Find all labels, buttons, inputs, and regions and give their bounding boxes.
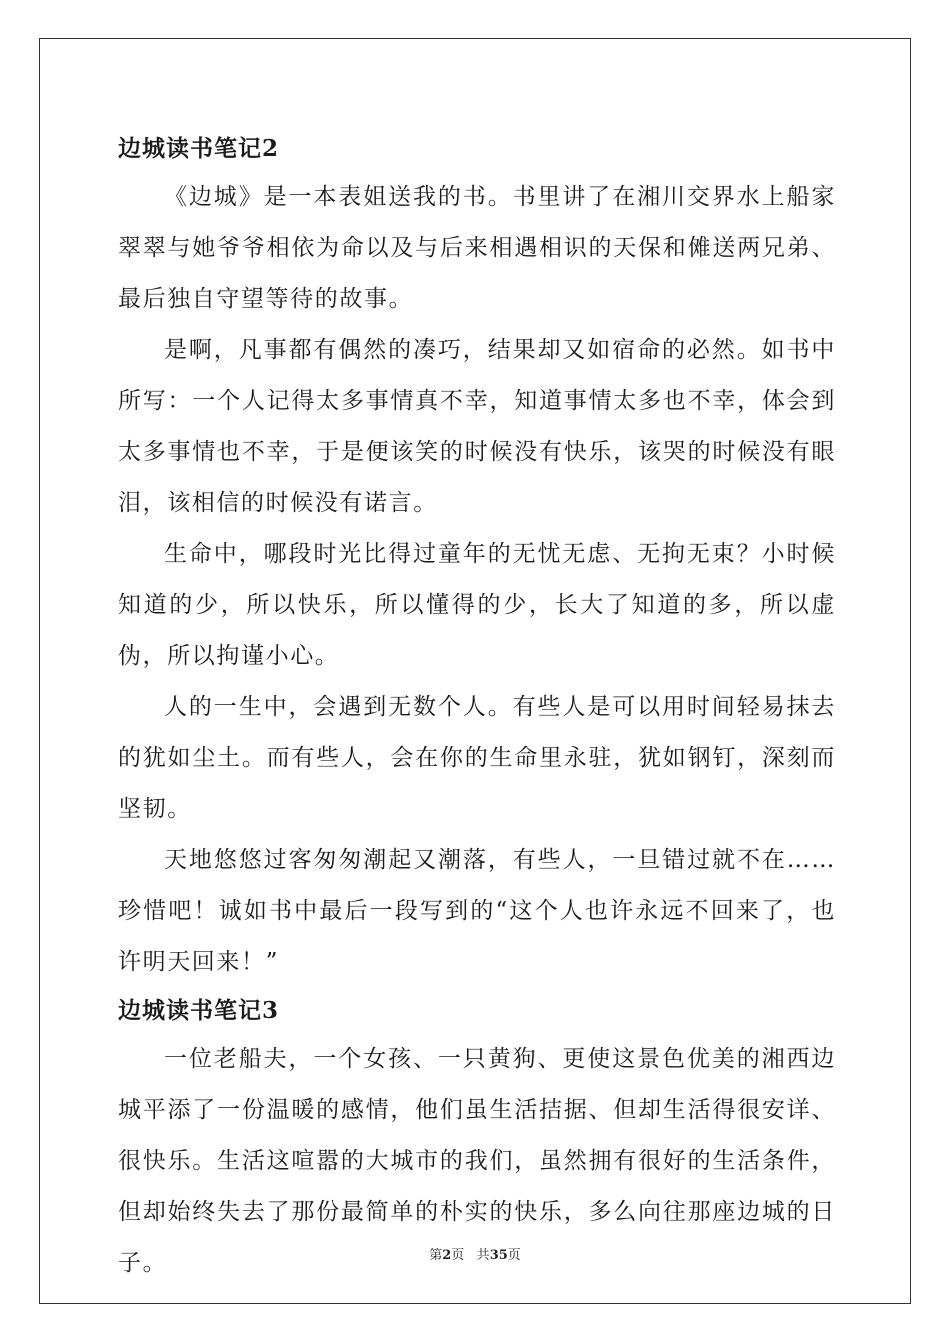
total-pages: 35 <box>489 1248 508 1263</box>
paragraph: 天地悠悠过客匆匆潮起又潮落，有些人，一旦错过就不在……珍惜吧！诚如书中最后一段写到的“这个人也许永远不回来了，也许明天回来！” <box>118 847 836 975</box>
paragraph: 《边城》是一本表姐送我的书。书里讲了在湘川交界水上船家翠翠与她爷爷相依为命以及与后来相遇相识的天保和傩送两兄弟、最后独自守望等待的故事。 <box>118 184 836 312</box>
section-heading: 边城读书笔记2 <box>118 135 280 162</box>
page-footer <box>0 1247 950 1265</box>
section-heading: 边城读书笔记3 <box>118 997 280 1024</box>
page-number: 2 <box>442 1248 452 1263</box>
paragraph: 是啊，凡事都有偶然的凑巧，结果却又如宿命的必然。如书中所写：一个人记得太多事情真不幸，知道事情太多也不幸，体会到太多事情也不幸，于是便该笑的时候没有快乐，该哭的时候没有眼泪，该相信的时候没有诺言。 <box>118 337 836 516</box>
paragraph: 人的一生中，会遇到无数个人。有些人是可以用时间轻易抹去的犹如尘土。而有些人，会在你的生命里永驻，犹如钢钉，深刻而坚韧。 <box>118 694 836 822</box>
page-suffix: 页 <box>451 1248 465 1263</box>
total-suffix: 页 <box>507 1248 521 1263</box>
total-prefix: 共 <box>476 1248 490 1263</box>
document-body <box>118 130 836 1289</box>
paragraph: 一位老船夫，一个女孩、一只黄狗、更使这景色优美的湘西边城平添了一份温暖的感情，他们虽生活拮据、但却生活得很安详、很快乐。生活这喧嚣的大城市的我们，虽然拥有很好的生活条件，但却始终失去了那份最简单的朴实的快乐，多么向往那座边城的日子。 <box>118 1046 836 1276</box>
paragraph: 生命中，哪段时光比得过童年的无忧无虑、无拘无束？小时候知道的少，所以快乐，所以懂得的少，长大了知道的多，所以虚伪，所以拘谨小心。 <box>118 541 836 669</box>
page-prefix: 第 <box>429 1248 443 1263</box>
